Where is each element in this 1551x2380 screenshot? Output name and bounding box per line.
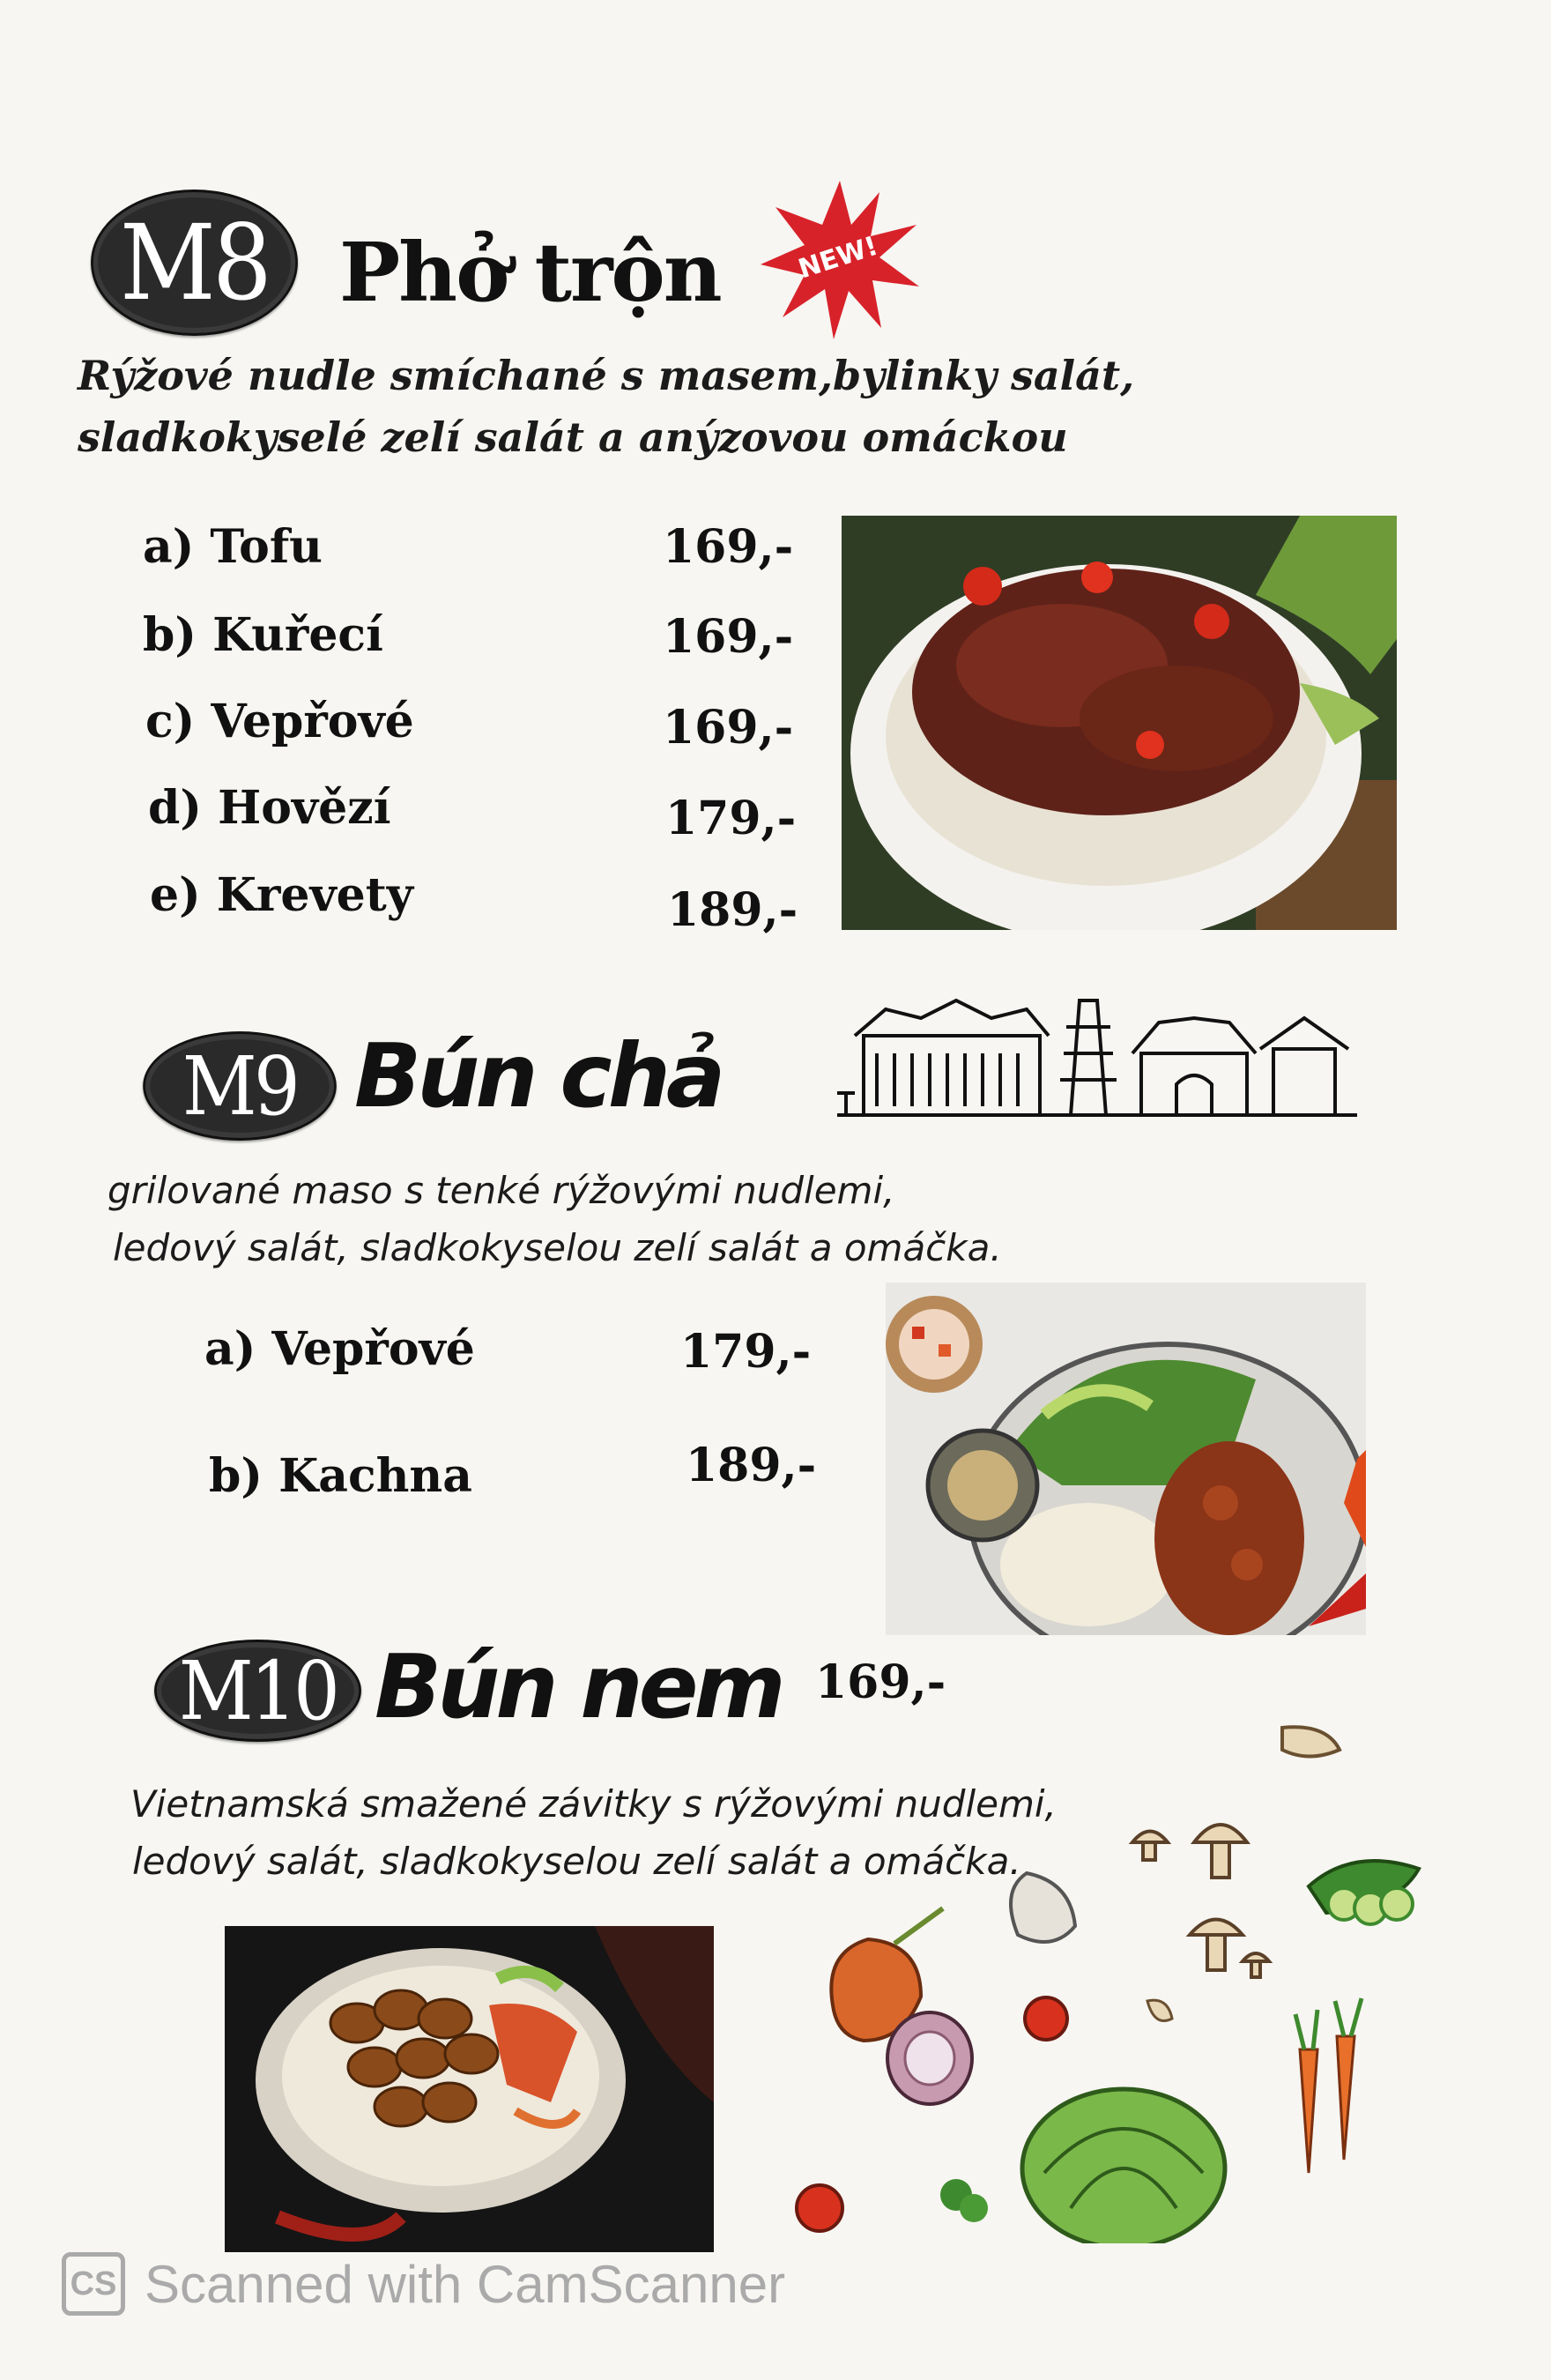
m9-description-line2: ledový salát, sladkokyselou zelí salát a omáčka. bbox=[113, 1226, 1002, 1269]
m9-title: Bún chả bbox=[354, 1024, 722, 1127]
m9-item-b-label: b) Kachna bbox=[209, 1449, 472, 1503]
m8-item-e-price: 189,- bbox=[667, 883, 798, 937]
m8-item-d-price: 179,- bbox=[665, 792, 797, 845]
city-skyline-icon bbox=[833, 983, 1362, 1124]
m9-item-a-label: a) Vepřové bbox=[204, 1322, 475, 1376]
m8-description-line1: Rýžové nudle smíchané s masem,bylinky salát, bbox=[78, 352, 1135, 399]
m8-description-line2: sladkokyselé zelí salát a anýzovou omáckou bbox=[78, 413, 1068, 461]
scanner-text: Scanned with CamScanner bbox=[145, 2254, 786, 2314]
m10-title: Bún nem bbox=[375, 1635, 782, 1738]
m9-code-badge: M9 bbox=[143, 1031, 337, 1141]
m8-item-a-price: 169,- bbox=[663, 520, 794, 574]
m9-item-a-price: 179,- bbox=[680, 1325, 812, 1379]
bun-nem-photo bbox=[225, 1926, 714, 2252]
new-label: NEW! bbox=[794, 230, 882, 286]
m8-title: Phở trộn bbox=[339, 225, 721, 320]
m8-item-c-price: 169,- bbox=[663, 701, 794, 755]
scanner-watermark bbox=[62, 2252, 785, 2316]
m8-item-d-label: d) Hovězí bbox=[148, 781, 391, 835]
m10-price: 169,- bbox=[815, 1655, 946, 1709]
m8-code-badge: M8 bbox=[91, 190, 298, 336]
bun-cha-photo bbox=[886, 1283, 1366, 1635]
pho-tron-photo bbox=[842, 516, 1397, 930]
m9-description-line1: grilované maso s tenké rýžovými nudlemi, bbox=[108, 1169, 895, 1212]
camscanner-icon: CS bbox=[62, 2252, 125, 2316]
m10-description-line2: ledový salát, sladkokyselou zelí salát a omáčka. bbox=[132, 1840, 1021, 1883]
vegetables-illustration bbox=[780, 1714, 1432, 2243]
m8-item-c-label: c) Vepřové bbox=[145, 695, 414, 748]
m8-item-a-label: a) Tofu bbox=[143, 520, 323, 574]
m8-item-b-price: 169,- bbox=[663, 610, 794, 664]
m9-item-b-price: 189,- bbox=[686, 1439, 817, 1492]
m8-item-b-label: b) Kuřecí bbox=[143, 608, 383, 662]
m10-description-line1: Vietnamská smažené závitky s rýžovými nudlemi, bbox=[130, 1782, 1057, 1826]
m10-code-badge: M10 bbox=[154, 1640, 361, 1742]
m8-item-e-label: e) Krevety bbox=[150, 868, 413, 922]
